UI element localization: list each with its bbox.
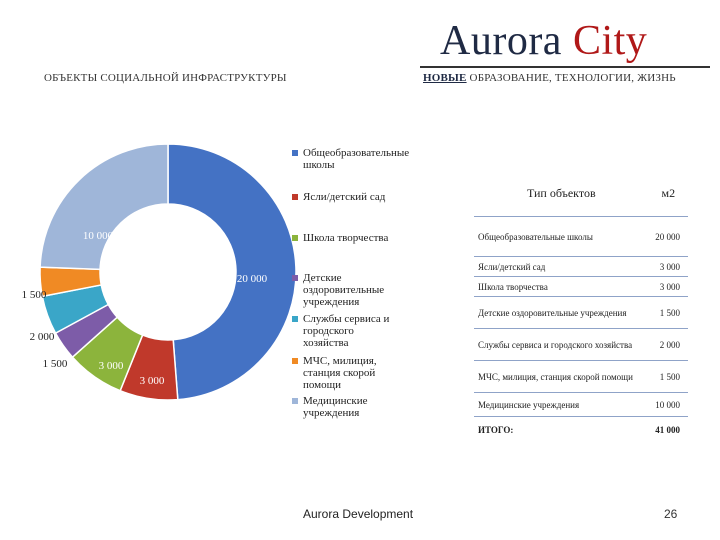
- legend-label: Общеобразовательные школы: [303, 147, 410, 171]
- legend-item: [292, 191, 413, 203]
- table-row: [474, 277, 688, 297]
- row-type-cell: Общеобразовательные школы: [474, 217, 649, 257]
- objects-table: [474, 170, 688, 443]
- section-heading: ОБЪЕКТЫ СОЦИАЛЬНОЙ ИНФРАСТРУКТУРЫ: [44, 72, 287, 84]
- row-area-cell: 1 500: [649, 361, 688, 393]
- page-number: 26: [664, 507, 678, 521]
- total-value: 41 000: [655, 424, 680, 435]
- legend-label: Медицинские учреждения: [303, 395, 368, 419]
- slice-data-label: 1 500: [21, 289, 47, 301]
- brand-city: City: [572, 18, 648, 64]
- legend-swatch: [292, 398, 298, 404]
- slice-data-label: 3 000: [139, 375, 165, 387]
- table-row: [474, 361, 688, 393]
- row-area-cell: 3 000: [649, 257, 688, 277]
- legend-label: Службы сервиса и городского хозяйства: [303, 313, 390, 349]
- legend-item: [292, 147, 431, 171]
- row-type-cell: Детские оздоровительные учреждения: [474, 297, 649, 329]
- tagline-rest: ОБРАЗОВАНИЕ, ТЕХНОЛОГИИ, ЖИЗНЬ: [466, 72, 676, 84]
- legend-swatch: [292, 194, 298, 200]
- tagline-new: НОВЫЕ: [423, 72, 467, 84]
- row-type-cell: Ясли/детский сад: [474, 257, 649, 277]
- legend-label: Детские оздоровительные учреждения: [303, 272, 385, 308]
- legend-swatch: [292, 358, 298, 364]
- legend-label: Ясли/детский сад: [303, 191, 386, 203]
- table-row: [474, 329, 688, 361]
- row-type-cell: Службы сервиса и городского хозяйства: [474, 329, 649, 361]
- doughnut-slice: [40, 144, 168, 269]
- table-row: [474, 217, 688, 257]
- row-type-cell: Школа творчества: [474, 277, 649, 297]
- brand-name: Aurora: [440, 18, 573, 64]
- row-area-cell: 10 000: [649, 393, 688, 417]
- header-area: м2: [649, 170, 688, 217]
- legend-item: [292, 232, 413, 244]
- slice-data-label: 3 000: [98, 360, 124, 372]
- legend-swatch: [292, 235, 298, 241]
- slice-data-label: 10 000: [82, 230, 114, 242]
- slice-data-label: 1 500: [42, 358, 68, 370]
- legend-item: [292, 313, 398, 349]
- slice-data-label: 2 000: [29, 331, 55, 343]
- table-row: [474, 297, 688, 329]
- table-row: [474, 257, 688, 277]
- legend-item: [292, 272, 398, 308]
- legend-item: [292, 355, 388, 391]
- table-row: [474, 393, 688, 417]
- footer-company: Aurora Development: [303, 507, 414, 521]
- legend-swatch: [292, 275, 298, 281]
- doughnut-slice: [168, 144, 296, 400]
- legend-swatch: [292, 316, 298, 322]
- row-area-cell: 2 000: [649, 329, 688, 361]
- row-area-cell: 20 000: [649, 217, 688, 257]
- table-total-row: [474, 417, 688, 443]
- row-type-cell: МЧС, милиция, станция скорой помощи: [474, 361, 649, 393]
- legend-swatch: [292, 150, 298, 156]
- slice-data-label: 20 000: [236, 273, 268, 285]
- legend-label: МЧС, милиция, станция скорой помощи: [303, 355, 377, 391]
- total-label: ИТОГО:: [478, 424, 514, 435]
- table-header-row: [474, 170, 688, 217]
- row-area-cell: 3 000: [649, 277, 688, 297]
- header-type: Тип объектов: [474, 170, 649, 217]
- row-area-cell: 1 500: [649, 297, 688, 329]
- legend-label: Школа творчества: [303, 232, 389, 244]
- row-type-cell: Медицинские учреждения: [474, 393, 649, 417]
- legend-item: [292, 395, 388, 419]
